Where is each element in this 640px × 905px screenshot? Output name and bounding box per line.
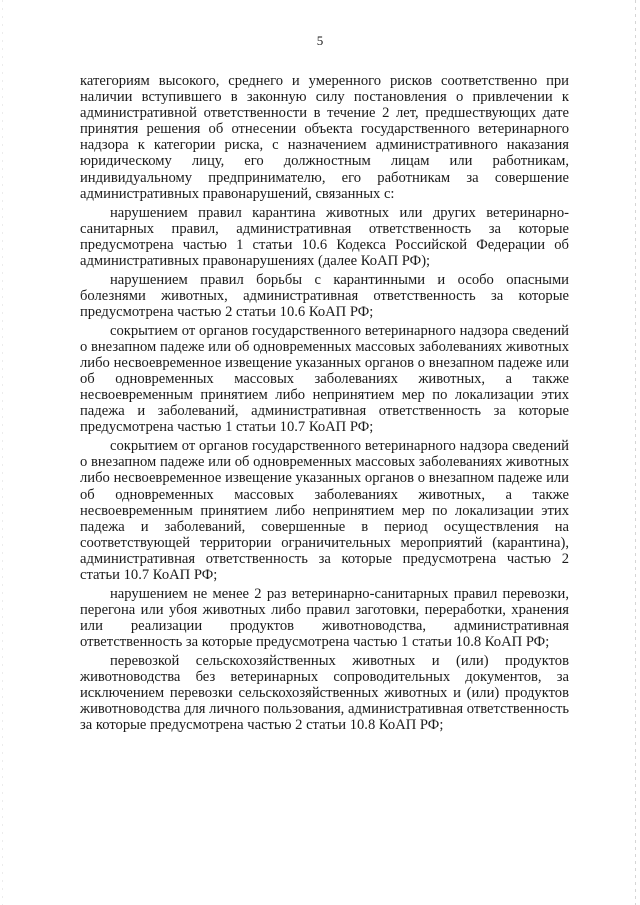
list-item-transport-without-docs: перевозкой сельскохозяйственных животных и (или) продуктов животноводства без ветеринарных сопроводительных документов, за исключением перевозки сельскохозяйственных животных и (или) продуктов животноводства для личного пользования, административная ответственность за которые предусмотрена частью 2 статьи 10.8 КоАП РФ; — [80, 653, 569, 734]
list-item-concealment-part1: сокрытием от органов государственного ветеринарного надзора сведений о внезапном падеже или об одновременных массовых заболеваниях животных либо несвоевременное извещение указанных органов о внезапном падеже или об одновременных массовых заболеваниях животных, а также несвоевременным принятием либо непринятием мер по локализации этих падежа и заболеваний, административная ответственность за которые предусмотрена частью 1 статьи 10.7 КоАП РФ; — [80, 322, 569, 436]
scan-edge-right — [635, 0, 636, 905]
page-number: 5 — [316, 33, 324, 48]
list-item-concealment-part2: сокрытием от органов государственного ветеринарного надзора сведений о внезапном падеже или об одновременных массовых заболеваниях животных либо несвоевременное извещение указанных органов о внезапном падеже или об одновременных массовых заболеваниях животных, а также несвоевременным принятием либо непринятием мер по локализации этих падежа и заболеваний, совершенные в период осуществления на соответствующей территории ограничительных мероприятий (карантина), административная ответственность за которые предусмотрена частью 2 статьи 10.7 КоАП РФ; — [80, 438, 569, 583]
list-item-transport-rules: нарушением не менее 2 раз ветеринарно-санитарных правил перевозки, перегона или убоя животных либо правил заготовки, переработки, хранения или реализации продуктов животноводства, административная ответственность за которые предусмотрена частью 1 статьи 10.8 КоАП РФ; — [80, 585, 569, 651]
paragraph-intro: категориям высокого, среднего и умеренного рисков соответственно при наличии вступившего в законную силу постановления о привлечении к административной ответственности в течение 2 лет, предшествующих дате принятия решения об отнесении объекта государственного ветеринарного надзора к категории риска, с назначением административного наказания юридическому лицу, его должностным лицам или работникам, индивидуальному предпринимателю, его работникам за совершение административных правонарушений, связанных с: — [80, 73, 569, 202]
list-item-disease-control: нарушением правил борьбы с карантинными и особо опасными болезнями животных, административная ответственность за которые предусмотрена частью 2 статьи 10.6 КоАП РФ; — [80, 271, 569, 320]
list-item-quarantine-rules: нарушением правил карантина животных или других ветеринарно-санитарных правил, административная ответственность за которые предусмотрена частью 1 статьи 10.6 Кодекса Российской Федерации об административных правонарушениях (далее КоАП РФ); — [80, 204, 569, 269]
document-body — [80, 73, 569, 734]
scan-edge-left — [2, 0, 3, 905]
